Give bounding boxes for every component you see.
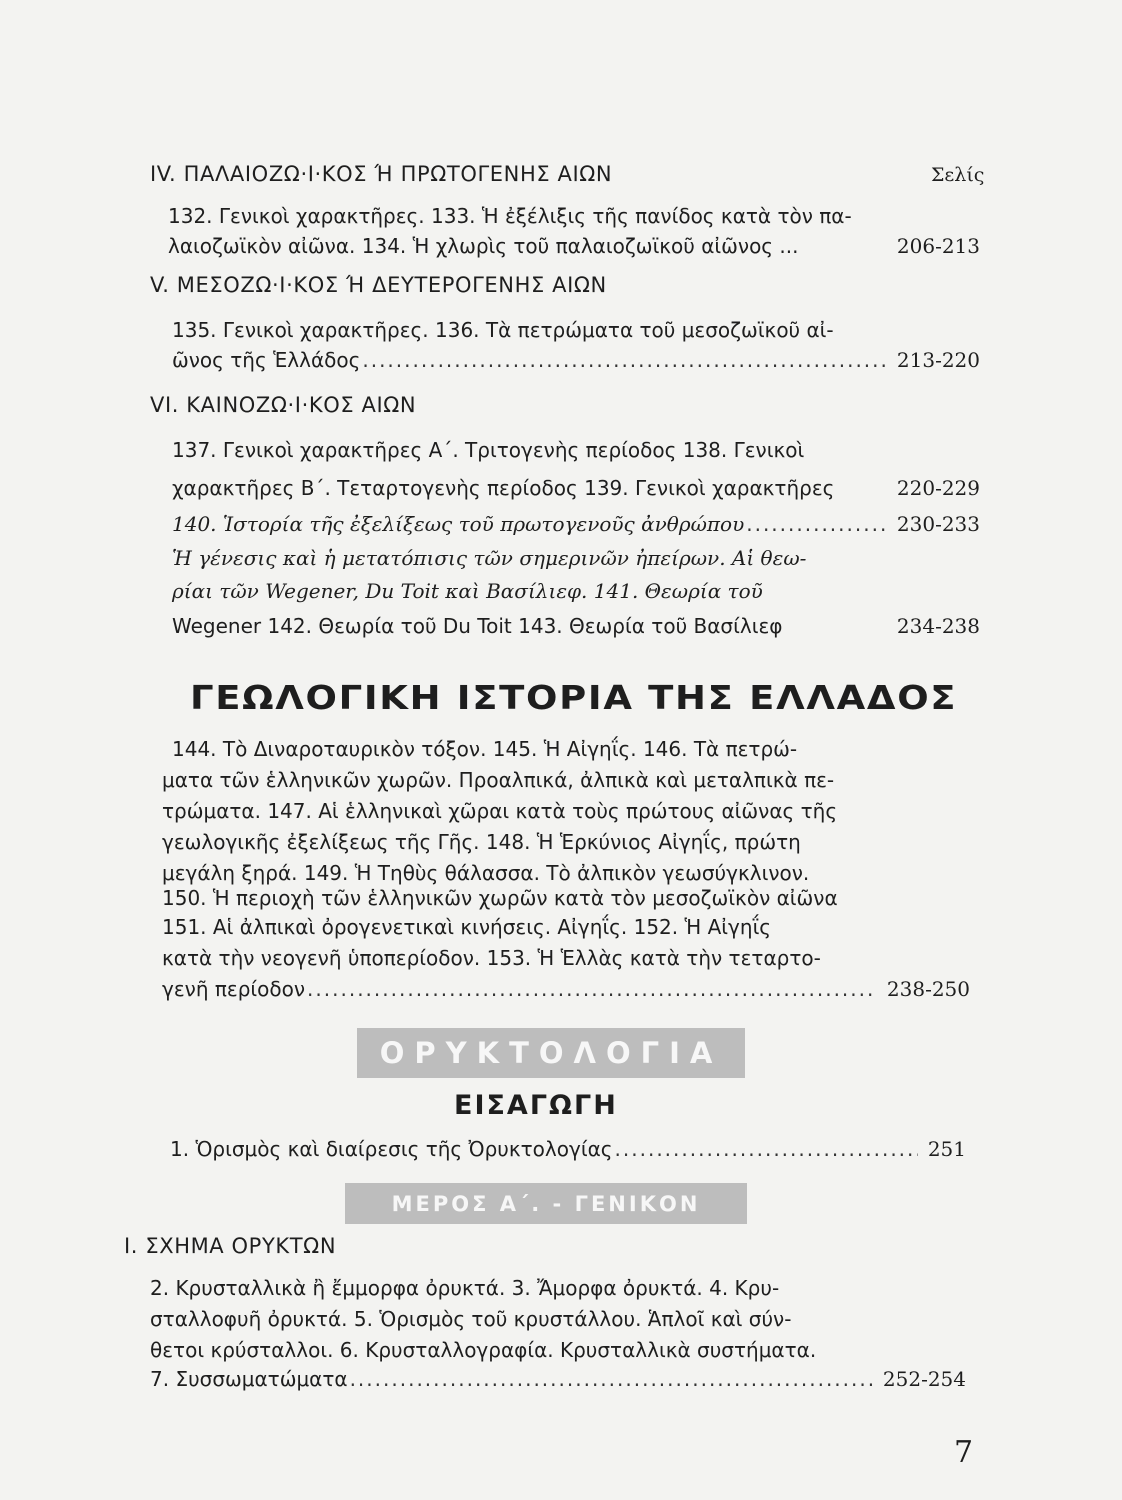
section-heading-v: V. ΜΕΣΟΖΩ·Ι·ΚΟΣ Ή ΔΕΥΤΕΡΟΓΕΝΗΣ ΑΙΩΝ — [150, 273, 607, 297]
toc-entry-leader — [170, 1136, 966, 1162]
section-heading-vi: VI. ΚΑΙΝΟΖΩ·Ι·ΚΟΣ ΑΙΩΝ — [150, 393, 417, 417]
page-range: 213-220 — [896, 348, 980, 372]
toc-line: ρίαι τῶν Wegener, Du Toit καὶ Βασίλιεφ. 141. Θεωρία τοῦ — [172, 579, 763, 603]
toc-entry-leader — [172, 613, 980, 639]
part-a-banner: ΜΕΡΟΣ Α΄. - ΓΕΝΙΚΟΝ — [345, 1183, 747, 1224]
introduction-title: ΕΙΣΑΓΩΓΗ — [454, 1090, 618, 1121]
toc-line: θετοι κρύσταλλοι. 6. Κρυσταλλογραφία. Κρυσταλλικὰ συστήματα. — [150, 1338, 817, 1362]
toc-line: 1. Ὁρισμὸς καὶ διαίρεσις τῆς Ὀρυκτολογίας — [170, 1137, 613, 1161]
toc-line: γενῆ περίοδον — [162, 977, 306, 1001]
dot-leader — [350, 1366, 873, 1392]
toc-line: μεγάλη ξηρά. 149. Ἡ Τηθὺς θάλασσα. Τὸ ἀλπικὸν γεωσύγκλινον. — [162, 861, 810, 885]
toc-line: κατὰ τὴν νεογενῆ ὑποπερίοδον. 153. Ἡ Ἑλλὰς κατὰ τὴν τεταρτο- — [162, 946, 821, 970]
mineralogy-banner: ΟΡΥΚΤΟΛΟΓΙΑ — [357, 1028, 745, 1078]
toc-entry-leader — [172, 347, 980, 373]
section-heading-shape: Ι. ΣΧΗΜΑ ΟΡΥΚΤΩΝ — [124, 1234, 337, 1258]
page-range: 252-254 — [882, 1367, 966, 1391]
dot-leader — [746, 511, 887, 537]
toc-line: 137. Γενικοὶ χαρακτῆρες Α΄. Τριτογενὴς περίοδος 138. Γενικοὶ — [172, 438, 805, 462]
toc-entry-leader — [168, 233, 980, 259]
toc-line: 132. Γενικοὶ χαρακτῆρες. 133. Ἡ ἐξέλιξις τῆς πανίδος κατὰ τὸν πα- — [168, 204, 852, 228]
toc-line: 140. Ἱστορία τῆς ἐξελίξεως τοῦ πρωτογενοῦς ἀνθρώπου — [172, 512, 745, 536]
toc-line: τρώματα. 147. Αἱ ἑλληνικαὶ χῶραι κατὰ τοὺς πρώτους αἰῶνας τῆς — [162, 799, 838, 823]
page-number: 7 — [954, 1435, 974, 1470]
toc-line: σταλλοφυῆ ὀρυκτά. 5. Ὁρισμὸς τοῦ κρυστάλλου. Ἁπλοῖ καὶ σύν- — [150, 1307, 792, 1331]
toc-line: 2. Κρυσταλλικὰ ἢ ἔμμορφα ὀρυκτά. 3. Ἄμορφα ὀρυκτά. 4. Κρυ- — [150, 1276, 780, 1300]
toc-entry-leader — [150, 1366, 966, 1392]
toc-line: 150. Ἡ περιοχὴ τῶν ἑλληνικῶν χωρῶν κατὰ τὸν μεσοζωϊκὸν αἰῶνα — [162, 886, 838, 910]
toc-entry-leader — [162, 976, 970, 1002]
page-range: 234-238 — [896, 614, 980, 638]
toc-line: λαιοζωϊκὸν αἰῶνα. 134. Ἡ χλωρὶς τοῦ παλαιοζωϊκοῦ αἰῶνος ... — [168, 234, 799, 258]
page-range: 230-233 — [896, 512, 980, 536]
page-range: 238-250 — [886, 977, 970, 1001]
dot-leader — [362, 347, 887, 373]
page-range: 206-213 — [896, 234, 980, 258]
toc-line: 7. Συσσωματώματα — [150, 1367, 348, 1391]
page-range: 220-229 — [896, 476, 980, 500]
toc-line: Ἡ γένεσις καὶ ἡ μετατόπισις τῶν σημερινῶν ἠπείρων. Αἱ θεω- — [172, 546, 807, 570]
toc-entry-leader — [172, 475, 980, 501]
toc-line: 135. Γενικοὶ χαρακτῆρες. 136. Τὰ πετρώματα τοῦ μεσοζωϊκοῦ αἰ- — [172, 318, 834, 342]
page-range: 251 — [927, 1137, 966, 1161]
toc-line: χαρακτῆρες Β΄. Τεταρτογενὴς περίοδος 139. Γενικοὶ χαρακτῆρες — [172, 476, 835, 500]
toc-line: Wegener 142. Θεωρία τοῦ Du Toit 143. Θεωρία τοῦ Βασίλιεφ — [172, 614, 783, 638]
toc-line: 151. Αἱ ἀλπικαὶ ὀρογενετικαὶ κινήσεις. Αἰγηΐς. 152. Ἡ Αἰγηΐς — [162, 915, 772, 939]
dot-leader — [307, 976, 877, 1002]
toc-line: 144. Τὸ Διναροταυρικὸν τόξον. 145. Ἡ Αἰγηΐς. 146. Τὰ πετρώ- — [172, 737, 798, 761]
page-column-label: Σελίς — [931, 164, 985, 186]
dot-leader — [615, 1136, 918, 1162]
toc-entry-leader — [172, 511, 980, 537]
toc-line: γεωλογικῆς ἐξελίξεως τῆς Γῆς. 148. Ἡ Ἑρκύνιος Αἰγηΐς, πρώτη — [162, 830, 801, 854]
toc-line: ματα τῶν ἑλληνικῶν χωρῶν. Προαλπικά, ἀλπικὰ καὶ μεταλπικὰ πε- — [162, 768, 835, 792]
toc-line: ῶνος τῆς Ἑλλάδος — [172, 348, 361, 372]
section-heading-iv: IV. ΠΑΛΑΙΟΖΩ·Ι·ΚΟΣ Ή ΠΡΩΤΟΓΕΝΗΣ ΑΙΩΝ — [150, 162, 613, 186]
geology-history-title: ΓΕΩΛΟΓΙΚΗ ΙΣΤΟΡΙΑ ΤΗΣ ΕΛΛΑΔΟΣ — [190, 678, 958, 717]
